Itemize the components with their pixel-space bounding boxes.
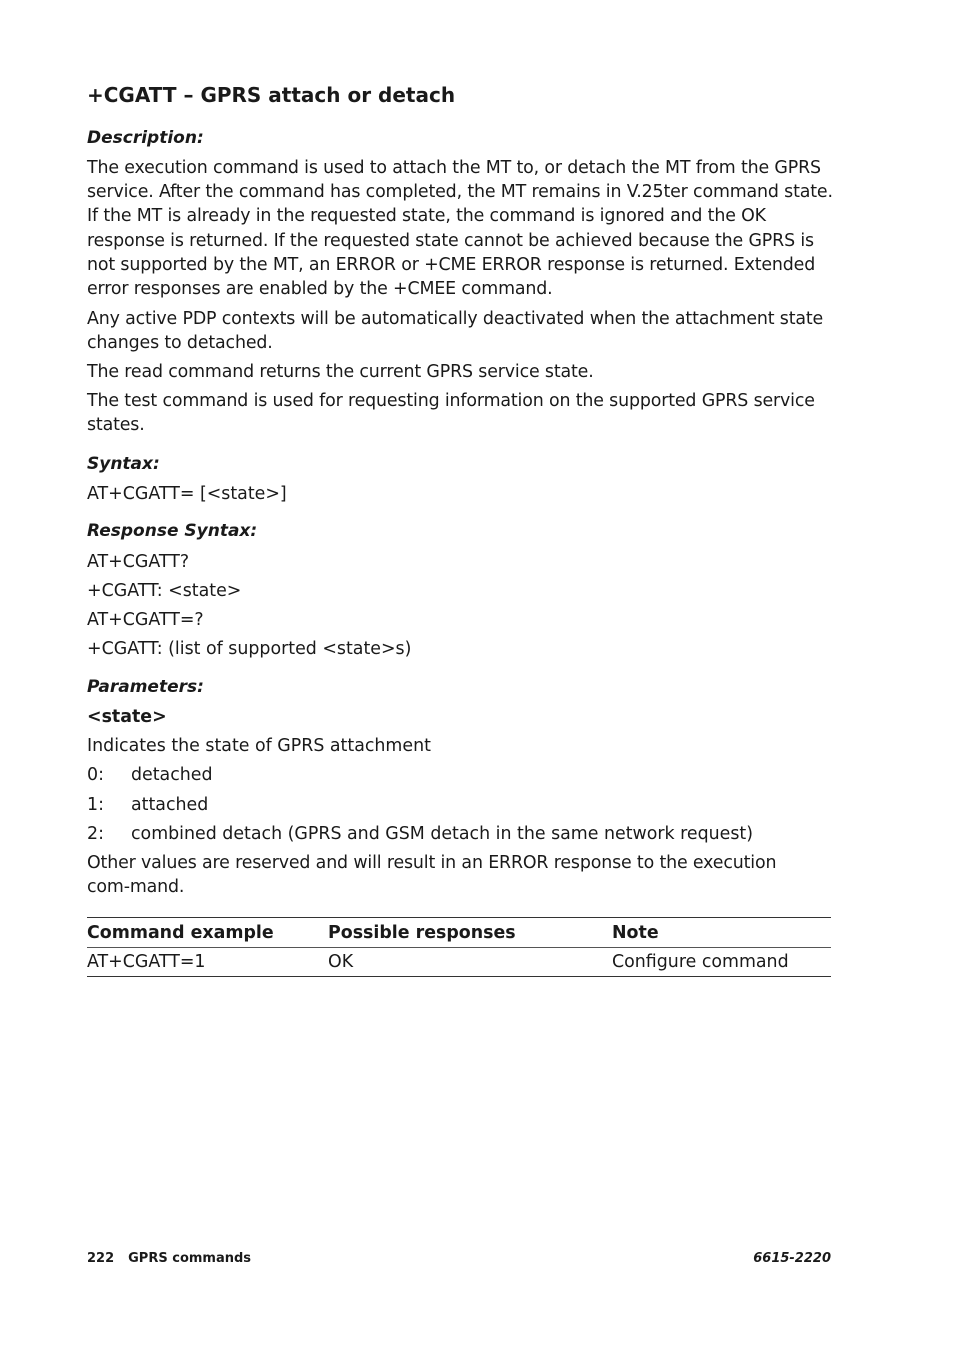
page-number: 222 (87, 1251, 115, 1266)
table-cell: OK (328, 952, 354, 972)
parameter-value-item (87, 793, 208, 817)
syntax-heading: Syntax: (87, 454, 160, 474)
table-header-cell: Possible responses (328, 922, 516, 943)
parameter-note: Other values are reserved and will result in an ERROR response to the execution com-mand. (87, 853, 777, 898)
description-heading: Description: (87, 128, 204, 148)
value-number: 1: (87, 795, 104, 815)
value-text: combined detach (GPRS and GSM detach in the same network request) (131, 824, 754, 844)
parameter-value-item (87, 822, 753, 846)
page-footer (87, 1251, 831, 1266)
parameter-description: Indicates the state of GPRS attachment (87, 736, 431, 756)
table-cell: AT+CGATT=1 (87, 952, 206, 972)
description-paragraph-2: Any active PDP contexts will be automatically deactivated when the attachment state changes to detached. (87, 309, 824, 354)
value-number: 2: (87, 824, 104, 844)
response-syntax-line: +CGATT: (list of supported <state>s) (87, 639, 412, 659)
syntax-line: AT+CGATT= [<state>] (87, 484, 287, 504)
table-cell: Configure command (612, 952, 789, 972)
table-header-cell: Command example (87, 922, 274, 943)
response-syntax-line: AT+CGATT=? (87, 610, 204, 630)
footer-section: GPRS commands (128, 1251, 252, 1266)
value-number: 0: (87, 765, 104, 785)
table-header-cell: Note (612, 922, 659, 943)
parameter-name: <state> (87, 707, 167, 727)
description-paragraph-3: The read command returns the current GPRS service state. (87, 362, 594, 382)
document-number: 6615-2220 (753, 1251, 831, 1266)
value-text: attached (131, 795, 209, 815)
command-example-table (87, 917, 831, 977)
table-row (87, 948, 831, 976)
table-header-row (87, 918, 831, 948)
description-paragraph-4: The test command is used for requesting information on the supported GPRS service states. (87, 391, 815, 436)
parameter-value-item (87, 763, 213, 787)
description-paragraph-1: The execution command is used to attach the MT to, or detach the MT from the GPRS service. After the command has completed, the MT remains in V.25ter command state. If the MT is already in the requested state, the command is ignored and the OK response is returned. If the requested state cannot be achieved because the GPRS is not supported by the MT, an ERROR or +CME ERROR response is returned. Extended error responses are enabled by the +CMEE command. (87, 158, 833, 300)
parameters-heading: Parameters: (87, 677, 204, 697)
section-title: +CGATT – GPRS attach or detach (87, 83, 456, 107)
response-syntax-line: +CGATT: <state> (87, 581, 242, 601)
response-syntax-heading: Response Syntax: (87, 521, 258, 541)
response-syntax-line: AT+CGATT? (87, 552, 190, 572)
value-text: detached (131, 765, 213, 785)
